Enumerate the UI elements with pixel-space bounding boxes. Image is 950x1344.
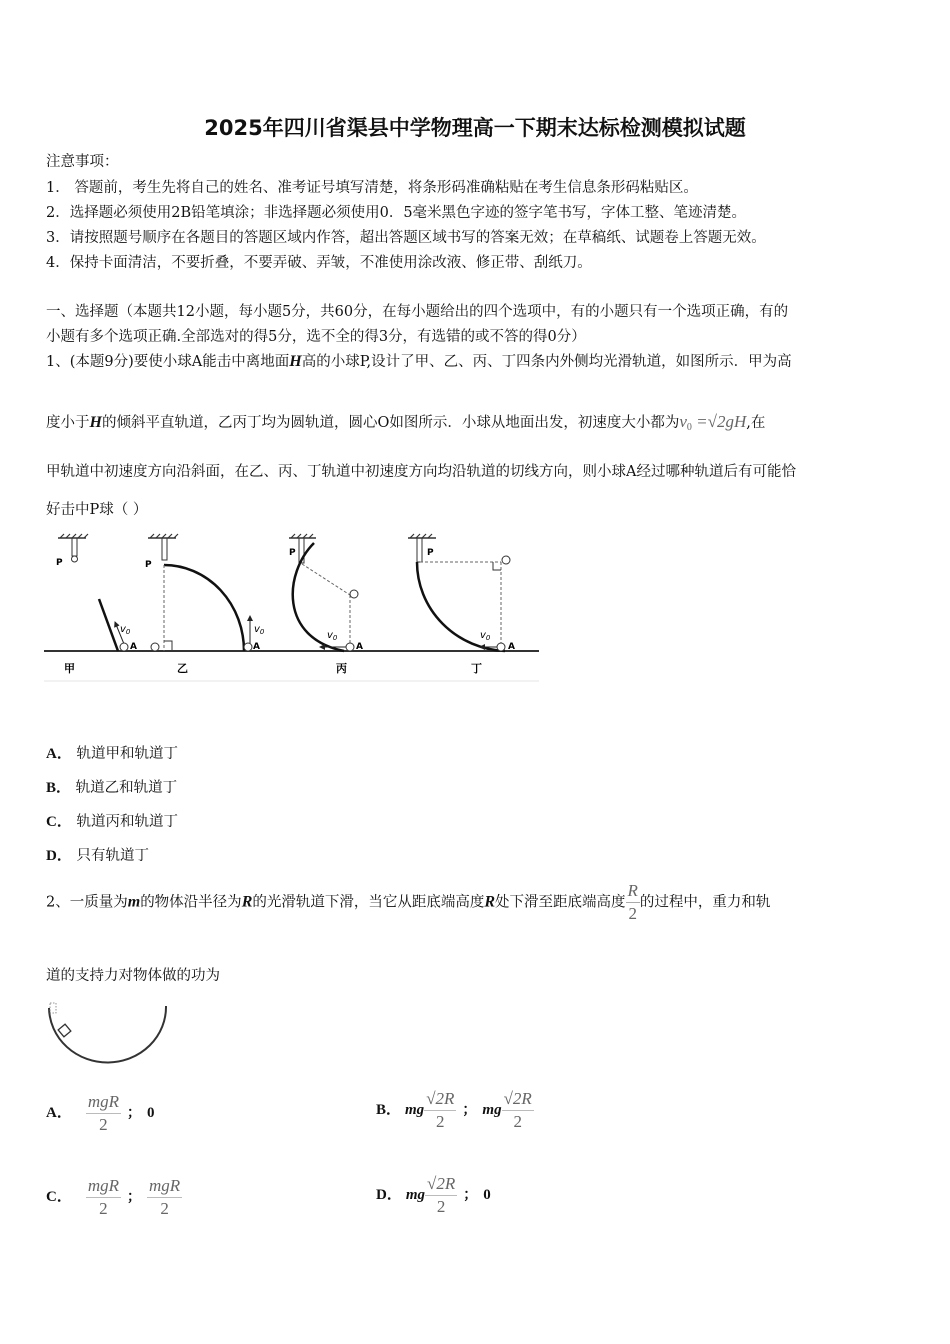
- track-ding: [408, 534, 515, 675]
- section-heading-line-2: 小题有多个选项正确.全部选对的得5分，选不全的得3分，有选错的或不答的得0分）: [46, 329, 586, 345]
- frac-num: √2R: [425, 1173, 457, 1196]
- q1-text: 度小于: [46, 415, 90, 431]
- ceiling-hatch-icon: [58, 534, 88, 538]
- svg-text:v0: $v_0$: [327, 630, 338, 642]
- svg-text:P: P: [289, 548, 296, 558]
- option-label: A．: [46, 1105, 72, 1121]
- svg-text:丁: 丁: [471, 662, 482, 675]
- var-R: R: [484, 893, 496, 911]
- svg-text:A: A: [253, 642, 260, 652]
- mg-term: mg: [405, 1102, 425, 1118]
- frac-num: mgR: [86, 1175, 121, 1198]
- frac-num: R: [626, 880, 640, 903]
- fraction-sqrt2R-over-2: [424, 1088, 456, 1133]
- notice-heading: 注意事项：: [46, 154, 119, 170]
- formula-rest: =√2gH: [691, 412, 747, 431]
- frac-den: 2: [99, 1198, 108, 1218]
- mg-term: mg: [405, 1187, 426, 1203]
- q2-text: 的物体沿半径为: [140, 894, 242, 911]
- q1-option-c[interactable]: [46, 812, 178, 832]
- track-jia: [56, 534, 137, 675]
- block-icon: [58, 1024, 71, 1037]
- option-label: B．: [376, 1102, 402, 1118]
- q1-track-figure: [44, 528, 544, 688]
- track-bing: [289, 534, 363, 675]
- separator: ；: [463, 1187, 478, 1203]
- q2-stem-line-1: [46, 880, 770, 925]
- q1-text: 高的小球P,设计了甲、乙、丙、丁四条内外侧均光滑轨道，如图所示．甲为高: [301, 354, 792, 370]
- notice-item-4: 4．保持卡面清洁，不要折叠，不要弄破、弄皱，不准使用涂改液、修正带、刮纸刀。: [46, 255, 592, 271]
- option-label: A．: [46, 746, 72, 762]
- svg-text:P: P: [427, 548, 434, 558]
- var-H: H: [289, 353, 302, 370]
- formula-sub: 0: [686, 422, 692, 433]
- q2-stem-line-2: 道的支持力对物体做的功为: [46, 968, 220, 984]
- fraction-R-over-2: [626, 880, 640, 925]
- option-text: 只有轨道丁: [76, 848, 149, 864]
- q2-text: 2、一质量为: [46, 894, 128, 911]
- fraction-mgR-over-2: [86, 1175, 121, 1220]
- notice-item-1: 1． 答题前，考生先将自己的姓名、准考证号填写清楚，将条形码准确粘贴在考生信息条形码粘贴区。: [46, 180, 698, 196]
- separator: ；: [127, 1189, 142, 1205]
- option-text: 轨道甲和轨道丁: [76, 746, 178, 762]
- fraction-sqrt2R-over-2: [425, 1173, 457, 1218]
- q2-option-a[interactable]: [46, 1088, 155, 1138]
- frac-den: 2: [160, 1198, 169, 1218]
- frac-num: mgR: [86, 1091, 121, 1114]
- svg-text:P: P: [145, 560, 152, 570]
- svg-text:丙: 丙: [336, 662, 347, 675]
- q2-option-c[interactable]: [46, 1172, 182, 1222]
- frac-num: mgR: [147, 1175, 182, 1198]
- page-title: 2025年四川省渠县中学物理高一下期末达标检测模拟试题: [204, 116, 746, 140]
- q2-text: 的过程中，重力和轨: [639, 894, 771, 911]
- option-text: 轨道丙和轨道丁: [76, 814, 178, 830]
- frac-den: 2: [436, 1111, 445, 1131]
- notice-item-2: 2．选择题必须使用2B铅笔填涂；非选择题必须使用0．5毫米黑色字迹的签字笔书写，字体工整、笔迹清楚。: [46, 205, 747, 221]
- q2-option-b[interactable]: [376, 1085, 534, 1135]
- q1-option-a[interactable]: [46, 744, 178, 764]
- frac-den: 2: [513, 1111, 522, 1131]
- formula-v: v: [679, 412, 687, 431]
- block-start-icon: [50, 1003, 56, 1013]
- fraction-sqrt2R-over-2: [502, 1088, 534, 1133]
- track-yi: [145, 534, 265, 675]
- q2-option-d[interactable]: [376, 1170, 491, 1220]
- separator: ；: [127, 1105, 142, 1121]
- q1-stem-line-4: 好击中P球（ ）: [46, 502, 148, 518]
- q1-stem-line-1: [46, 352, 792, 372]
- svg-text:乙: 乙: [177, 662, 188, 675]
- section-heading-line-1: 一、选择题（本题共12小题，每小题5分，共60分，在每小题给出的四个选项中，有的小题只有一个选项正确，有的: [46, 304, 789, 320]
- q1-stem-line-2: [46, 412, 765, 438]
- var-m: m: [127, 893, 141, 911]
- fraction-mgR-over-2: [147, 1175, 182, 1220]
- svg-text:甲: 甲: [64, 662, 75, 675]
- frac-den: 2: [628, 904, 637, 923]
- svg-text:v0: $v_0$: [480, 630, 491, 642]
- svg-text:A: A: [508, 642, 515, 652]
- svg-text:A: A: [130, 642, 137, 652]
- frac-num: √2R: [502, 1088, 534, 1111]
- option-label: C．: [46, 814, 72, 830]
- option-text: 轨道乙和轨道丁: [75, 780, 178, 796]
- notice-item-3: 3．请按照题号顺序在各题目的答题区域内作答，超出答题区域书写的答案无效；在草稿纸、试题卷上答题无效。: [46, 230, 766, 246]
- q1-option-b[interactable]: [46, 778, 177, 798]
- q1-stem-line-3: 甲轨道中初速度方向沿斜面，在乙、丙、丁轨道中初速度方向均沿轨道的切线方向，则小球A经过哪种轨道后有可能恰: [46, 464, 796, 480]
- separator: ；: [462, 1102, 477, 1118]
- q1-text: 1、(本题9分)要使小球A能击中离地面: [46, 354, 290, 370]
- q2-text: 处下滑至距底端高度: [495, 894, 626, 911]
- svg-text:A: A: [356, 642, 363, 652]
- svg-text:P: P: [56, 558, 63, 568]
- svg-text:v0: $v_0$: [254, 624, 265, 636]
- q2-text: 的光滑轨道下滑，当它从距底端高度: [252, 894, 485, 911]
- frac-den: 2: [436, 1196, 446, 1216]
- option-value: 0: [483, 1187, 491, 1203]
- var-R: R: [241, 893, 253, 911]
- option-label: D．: [46, 848, 72, 864]
- svg-text:v0: $v_0$: [120, 624, 131, 636]
- q2-semicircle-track-figure: [46, 996, 176, 1066]
- option-label: D．: [376, 1187, 402, 1203]
- frac-num: √2R: [424, 1088, 456, 1111]
- frac-den: 2: [99, 1114, 108, 1134]
- q1-text: 的倾斜平直轨道，乙丙丁均为圆轨道，圆心O如图所示．小球从地面出发，初速度大小都为: [101, 415, 680, 431]
- option-value: 0: [147, 1105, 155, 1121]
- option-label: B．: [46, 780, 72, 796]
- q1-text: ,在: [746, 415, 766, 431]
- var-H: H: [89, 414, 102, 431]
- mg-term: mg: [482, 1102, 502, 1118]
- q1-option-d[interactable]: [46, 846, 149, 866]
- fraction-mgR-over-2: [86, 1091, 121, 1136]
- option-label: C．: [46, 1189, 72, 1205]
- formula-v0: [679, 412, 746, 431]
